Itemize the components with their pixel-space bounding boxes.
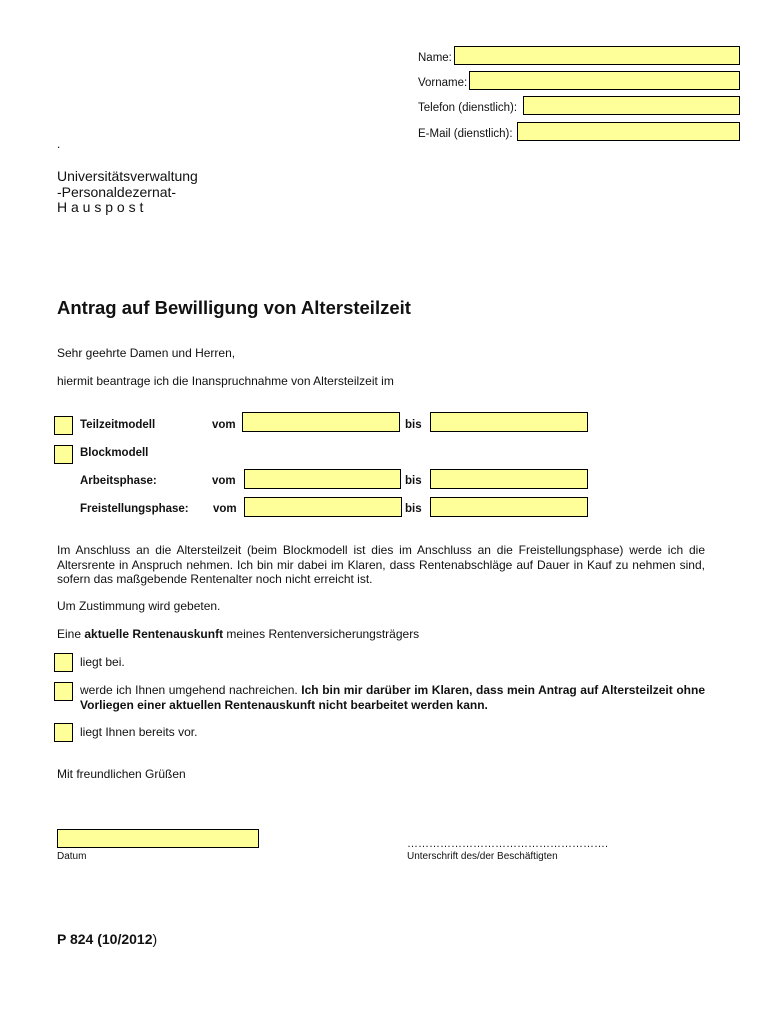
freistellung-bis-label: bis xyxy=(405,503,422,515)
option-nachreichen-bold: Ich bin mir darüber im Klaren, dass mein Antrag auf Altersteilzeit ohne Vorliegen einer aktuellen Rentenauskunft nicht bearbeitet werden kann. xyxy=(80,683,705,712)
rentenauskunft-prefix: Eine xyxy=(57,627,82,641)
arbeitsphase-bis-label: bis xyxy=(405,475,422,487)
retirement-paragraph: Im Anschluss an die Altersteilzeit (beim Blockmodell ist dies im Anschluss an die Freistellungsphase) werde ich die Altersrente in Anspruch nehmen. Ich bin mir dabei im Klaren, dass Rentenabschläge auf Dauer in Kauf zu nehmen sind, sofern das maßgebende Rentenalter noch nicht erreicht ist. xyxy=(57,543,705,586)
teilzeit-checkbox[interactable] xyxy=(54,416,73,435)
intro-text: hiermit beantrage ich die Inanspruchnahme von Altersteilzeit im xyxy=(57,374,394,388)
option-bereits-vor-checkbox[interactable] xyxy=(54,723,73,742)
telefon-field[interactable] xyxy=(523,96,740,115)
form-code-main: P 824 (10/2012 xyxy=(57,931,153,947)
form-code-paren: ) xyxy=(152,931,158,947)
email-label: E-Mail (dienstlich): xyxy=(418,128,513,140)
block-label: Blockmodell xyxy=(80,447,149,459)
option-bereits-vor-label: liegt Ihnen bereits vor. xyxy=(80,725,198,739)
teilzeit-vom-label: vom xyxy=(212,419,236,431)
salutation: Sehr geehrte Damen und Herren, xyxy=(57,346,236,360)
arbeitsphase-vom-field[interactable] xyxy=(244,469,401,489)
name-label: Name: xyxy=(418,52,452,64)
signature-label: Unterschrift des/der Beschäftigten xyxy=(407,851,558,862)
teilzeit-vom-field[interactable] xyxy=(242,412,400,432)
freistellung-bis-field[interactable] xyxy=(430,497,588,517)
freistellung-vom-field[interactable] xyxy=(244,497,402,517)
email-field[interactable] xyxy=(517,122,740,141)
form-code xyxy=(57,931,157,947)
address-line-3: H a u s p o s t xyxy=(57,199,144,215)
option-nachreichen-normal: werde ich Ihnen umgehend nachreichen. xyxy=(80,683,298,697)
name-field[interactable] xyxy=(454,46,740,65)
rentenauskunft-bold: aktuelle Rentenauskunft xyxy=(84,627,224,641)
option-liegt-bei-label: liegt bei. xyxy=(80,655,125,669)
arbeitsphase-vom-label: vom xyxy=(212,475,236,487)
option-liegt-bei-checkbox[interactable] xyxy=(54,653,73,672)
closing-text: Mit freundlichen Grüßen xyxy=(57,767,186,781)
teilzeit-bis-label: bis xyxy=(405,419,422,431)
vorname-label: Vorname: xyxy=(418,77,468,89)
address-block xyxy=(57,169,198,216)
option-nachreichen-text xyxy=(80,683,705,712)
consent-text: Um Zustimmung wird gebeten. xyxy=(57,599,221,613)
address-line-2: -Personaldezernat- xyxy=(57,183,177,200)
date-field[interactable] xyxy=(57,829,259,848)
page-title: Antrag auf Bewilligung von Altersteilzeit xyxy=(57,297,411,318)
block-checkbox[interactable] xyxy=(54,445,73,464)
signature-dots: ………………………………………………. xyxy=(407,838,609,850)
option-nachreichen-checkbox[interactable] xyxy=(54,682,73,701)
arbeitsphase-label: Arbeitsphase: xyxy=(80,475,157,487)
rentenauskunft-suffix: meines Rentenversicherungsträgers xyxy=(226,627,420,641)
telefon-label: Telefon (dienstlich): xyxy=(418,102,518,114)
vorname-field[interactable] xyxy=(469,71,740,90)
dot-mark: . xyxy=(57,139,61,151)
rentenauskunft-line xyxy=(57,627,419,642)
freistellung-label: Freistellungsphase: xyxy=(80,503,189,515)
date-label: Datum xyxy=(57,851,87,862)
freistellung-vom-label: vom xyxy=(213,503,237,515)
teilzeit-label: Teilzeitmodell xyxy=(80,419,156,431)
arbeitsphase-bis-field[interactable] xyxy=(430,469,588,489)
address-line-1: Universitätsverwaltung xyxy=(57,168,198,184)
teilzeit-bis-field[interactable] xyxy=(430,412,588,432)
